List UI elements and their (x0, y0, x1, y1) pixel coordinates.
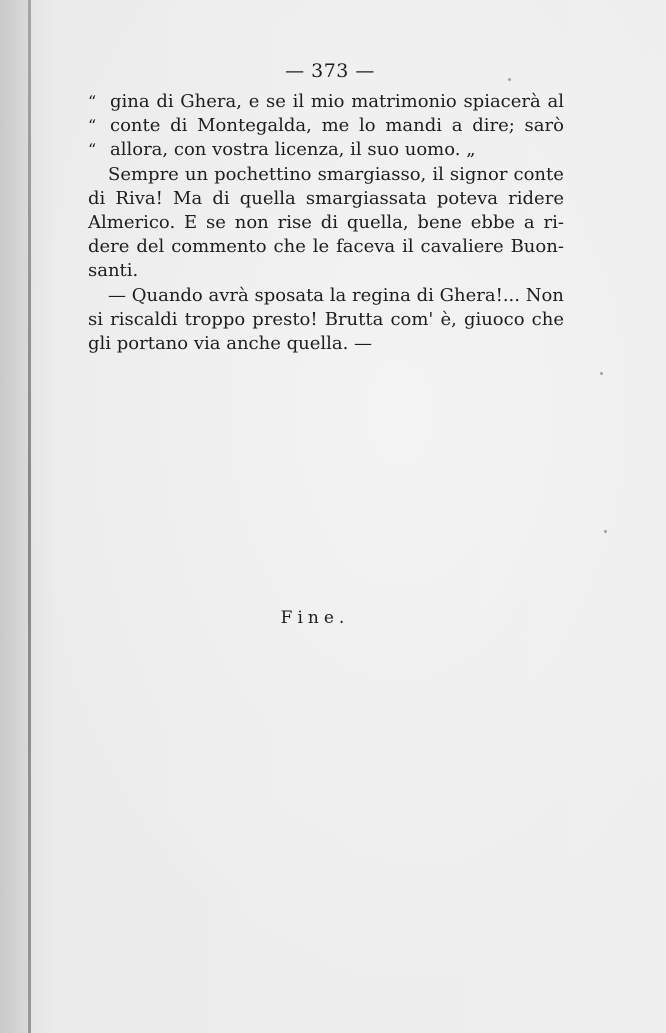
line-text (110, 114, 564, 138)
word: di (212, 187, 230, 209)
word: ri- (543, 211, 564, 233)
word: che (531, 308, 564, 330)
text-line (88, 187, 564, 211)
binding-edge (28, 0, 31, 1033)
word: conte (110, 115, 161, 137)
word: di (416, 284, 434, 306)
word: al (547, 91, 564, 112)
word: spiacerà (463, 91, 541, 112)
word: mandi (385, 115, 443, 137)
word: che (273, 236, 306, 258)
word: dire; (472, 115, 515, 137)
word: E (184, 211, 198, 233)
word: Non (525, 284, 564, 306)
word: le (312, 236, 330, 258)
line-words: allora, con vostra licenza, il suo uomo. „ (110, 139, 476, 161)
word: poteva (436, 187, 499, 209)
word: conte (513, 163, 564, 185)
word: rise (277, 211, 312, 233)
text-line (88, 163, 564, 187)
word: gina (110, 91, 150, 112)
text-line (88, 259, 564, 283)
word: smargiassata (305, 187, 427, 209)
word: Riva! (115, 187, 163, 209)
word: ridere (508, 187, 564, 209)
word: non (234, 211, 269, 233)
text-line (88, 332, 564, 356)
paper-speck (508, 78, 511, 81)
text-line (88, 308, 564, 332)
word: Sempre (108, 163, 179, 185)
word: se (206, 211, 226, 233)
word: il (432, 163, 444, 185)
word: Quando (131, 284, 203, 306)
word: la (329, 284, 347, 306)
word: commento (171, 236, 267, 258)
word: troppo (184, 308, 246, 330)
line-words (110, 114, 564, 138)
word: mio (310, 91, 345, 112)
word: Ghera!... (439, 284, 520, 306)
word: dere (88, 236, 130, 258)
text-block (88, 90, 564, 356)
word: a (451, 115, 463, 137)
word: un (184, 163, 209, 185)
line-words (88, 308, 564, 332)
word: Brutta (324, 308, 384, 330)
word: — (108, 284, 126, 306)
text-line (88, 284, 564, 308)
line-text (110, 90, 564, 114)
line-words (88, 211, 564, 235)
word: faceva (336, 236, 396, 258)
end-marker: Fine. (280, 608, 350, 628)
word: smargiasso, (317, 163, 427, 185)
word: giuoco (463, 308, 525, 330)
line-words: gli portano via anche quella. — (88, 332, 373, 354)
quote-mark: “ (88, 140, 97, 160)
line-words (110, 90, 564, 114)
line-words (108, 284, 564, 308)
word: a (523, 211, 535, 233)
line-text (110, 138, 564, 162)
word: cavaliere (420, 236, 504, 258)
word: com' (390, 308, 434, 330)
word: Almerico. (88, 211, 176, 233)
word: il (292, 91, 305, 112)
word: è, (440, 308, 457, 330)
text-line (88, 90, 564, 114)
word: Montegalda, (197, 115, 312, 137)
word: matrimonio (351, 91, 457, 112)
word: regina (352, 284, 411, 306)
word: signor (449, 163, 508, 185)
word: pochettino (214, 163, 312, 185)
word: se (266, 91, 286, 112)
word: Ma (173, 187, 203, 209)
word: di (156, 91, 174, 112)
word: si (88, 308, 103, 330)
line-words (88, 235, 564, 259)
page-number: — 373 — (285, 60, 375, 82)
word: Ghera, (180, 91, 242, 112)
word: quella (239, 187, 296, 209)
word: e (248, 91, 260, 112)
text-line (88, 138, 564, 162)
word: lo (359, 115, 376, 137)
word: bene (417, 211, 462, 233)
line-words (88, 187, 564, 211)
word: di (170, 115, 188, 137)
paper-speck (600, 372, 603, 375)
word: di (320, 211, 338, 233)
text-line (88, 235, 564, 259)
word: il (402, 236, 414, 258)
line-words: santi. (88, 260, 139, 282)
text-line (88, 114, 564, 138)
text-line (88, 211, 564, 235)
word: me (321, 115, 350, 137)
line-words (108, 163, 564, 187)
word: di (88, 187, 106, 209)
quote-mark: “ (88, 92, 97, 111)
word: ebbe (470, 211, 516, 233)
word: del (136, 236, 165, 258)
word: Buon- (510, 236, 564, 258)
word: riscaldi (110, 308, 178, 330)
binding-shadow (0, 0, 28, 1033)
quote-mark: “ (88, 116, 97, 136)
word: quella, (346, 211, 409, 233)
word: sarò (524, 115, 564, 137)
paper-speck (604, 530, 607, 533)
word: sposata (254, 284, 325, 306)
word: presto! (252, 308, 318, 330)
word: avrà (208, 284, 249, 306)
